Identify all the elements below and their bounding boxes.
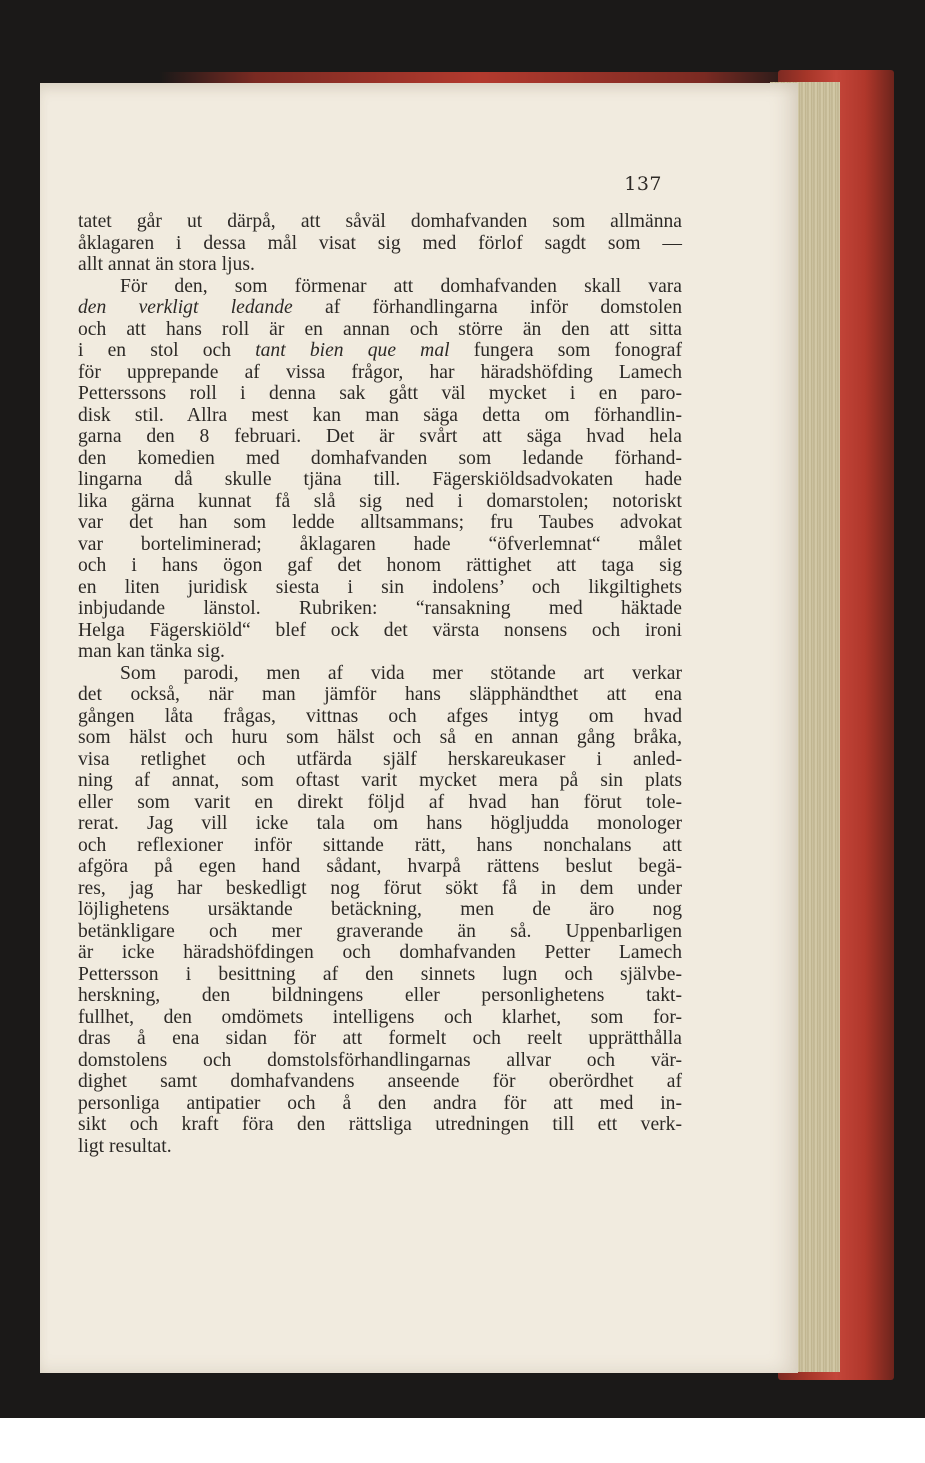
text-run: det också, när man jämför hans släpphändthet att ena xyxy=(78,684,682,705)
text-run: För den, som förmenar att domhafvanden skall vara xyxy=(120,275,682,297)
text-run: och att hans roll är en annan och större än den att sitta xyxy=(78,318,682,340)
text-run: var borteliminerad; åklagaren hade “öfverlemnat“ målet xyxy=(78,533,682,555)
text-line xyxy=(78,964,682,986)
text-run: visa retlighet och utfärda själf herskareukaser i anled- xyxy=(78,748,682,770)
text-run: dighet samt domhafvandens anseende för oberördhet af xyxy=(78,1071,682,1092)
text-run: man kan tänka sig. xyxy=(78,641,225,662)
text-line xyxy=(78,297,682,319)
text-line xyxy=(78,598,682,620)
text-run: Pettersson i besittning af den sinnets lugn och självbe- xyxy=(78,963,682,985)
book-page xyxy=(40,83,798,1373)
text-line xyxy=(78,770,682,792)
text-run: ligt resultat. xyxy=(78,1135,172,1157)
text-run: för upprepande af vissa frågor, har häradshöfding Lamech xyxy=(78,361,682,383)
text-line xyxy=(78,641,682,663)
text-line xyxy=(78,727,682,749)
text-run: en liten juridisk siesta i sin indolens’ och likgiltighets xyxy=(78,576,682,598)
text-run: lingarna då skulle tjäna till. Fägerskiöldsadvokaten hade xyxy=(78,469,682,490)
text-run: betänkligare och mer graverande än så. Uppenbarligen xyxy=(78,920,682,942)
text-run: inbjudande länstol. Rubriken: “ransakning med häktade xyxy=(78,598,682,619)
text-line xyxy=(78,448,682,470)
text-run: sikt och kraft föra den rättsliga utredningen till ett verk- xyxy=(78,1114,682,1135)
text-run: Som parodi, men af vida mer stötande art verkar xyxy=(120,662,682,684)
text-line xyxy=(78,383,682,405)
text-line xyxy=(78,254,682,276)
text-run: garna den 8 februari. Det är svårt att säga hvad hela xyxy=(78,426,682,447)
text-line xyxy=(78,620,682,642)
text-line xyxy=(78,706,682,728)
text-line xyxy=(78,985,682,1007)
text-run: löjlighetens ursäktande betäckning, men de äro nog xyxy=(78,899,682,920)
text-run: i en stol och xyxy=(78,340,256,361)
text-line xyxy=(78,512,682,534)
text-line xyxy=(78,1093,682,1115)
text-line xyxy=(78,469,682,491)
text-run: tatet går ut därpå, att såväl domhafvanden som allmänna xyxy=(78,211,682,232)
text-run: dras å ena sidan för att formelt och reelt upprätthålla xyxy=(78,1028,682,1049)
text-line xyxy=(78,684,682,706)
text-line xyxy=(78,1028,682,1050)
text-line xyxy=(78,899,682,921)
text-run: ning af annat, som oftast varit mycket mera på sin plats xyxy=(78,770,682,791)
text-line xyxy=(78,813,682,835)
text-line xyxy=(78,211,682,233)
italic-text: tant bien que mal xyxy=(255,340,450,361)
text-line xyxy=(78,1007,682,1029)
text-line xyxy=(78,835,682,857)
text-run: och reflexioner inför sittande rätt, hans nonchalans att xyxy=(78,834,682,856)
text-run: Helga Fägerskiöld“ blef ock det värsta nonsens och ironi xyxy=(78,619,682,641)
text-line xyxy=(78,233,682,255)
body-text xyxy=(78,211,682,1157)
text-run: gången låta frågas, vittnas och afges intyg om hvad xyxy=(78,705,682,727)
text-line xyxy=(78,534,682,556)
text-line xyxy=(78,1071,682,1093)
italic-text: den verkligt ledande xyxy=(78,297,293,318)
text-line xyxy=(78,1050,682,1072)
text-run: personliga antipatier och å den andra för att med in- xyxy=(78,1092,682,1114)
scan-bottom-margin xyxy=(0,1418,925,1463)
text-run: och i hans ögon gaf det honom rättighet att taga sig xyxy=(78,555,682,576)
text-line xyxy=(78,1136,682,1158)
text-line xyxy=(78,319,682,341)
text-run: domstolens och domstolsförhandlingarnas allvar och vär- xyxy=(78,1049,682,1071)
text-line xyxy=(78,878,682,900)
text-line xyxy=(78,362,682,384)
text-run: som hälst och huru som hälst och så en annan gång bråka, xyxy=(78,727,682,748)
text-line xyxy=(78,577,682,599)
text-run: rerat. Jag vill icke tala om hans högljudda monologer xyxy=(78,813,682,834)
text-line xyxy=(78,491,682,513)
text-run: fungera som fonograf xyxy=(449,340,682,361)
text-run: allt annat än stora ljus. xyxy=(78,254,255,275)
text-run: var det han som ledde alltsammans; fru Taubes advokat xyxy=(78,512,682,533)
page-number: 137 xyxy=(624,173,662,195)
text-run: är icke häradshöfdingen och domhafvanden Petter Lamech xyxy=(78,942,682,963)
text-run: fullhet, den omdömets intelligens och klarhet, som for- xyxy=(78,1006,682,1028)
text-run: den komedien med domhafvanden som ledande förhand- xyxy=(78,447,682,469)
text-line xyxy=(78,749,682,771)
text-run: Petterssons roll i denna sak gått väl mycket i en paro- xyxy=(78,383,682,404)
text-run: herskning, den bildningens eller personlighetens takt- xyxy=(78,985,682,1006)
text-run: disk stil. Allra mest kan man säga detta om förhandlin- xyxy=(78,404,682,426)
text-run: lika gärna kunnat få slå sig ned i domarstolen; notoriskt xyxy=(78,490,682,512)
text-run: af förhandlingarna inför domstolen xyxy=(292,297,682,318)
text-line xyxy=(78,792,682,814)
text-line xyxy=(78,856,682,878)
text-run: åklagaren i dessa mål visat sig med förlof sagdt som — xyxy=(78,232,682,254)
text-line xyxy=(78,921,682,943)
text-run: afgöra på egen hand sådant, hvarpå rättens beslut begä- xyxy=(78,856,682,877)
text-line xyxy=(78,276,682,298)
text-run: eller som varit en direkt följd af hvad han förut tole- xyxy=(78,791,682,813)
text-run: res, jag har beskedligt nog förut sökt få in dem under xyxy=(78,877,682,899)
text-line xyxy=(78,555,682,577)
text-line xyxy=(78,1114,682,1136)
text-line xyxy=(78,663,682,685)
text-line xyxy=(78,405,682,427)
text-line xyxy=(78,942,682,964)
text-line xyxy=(78,426,682,448)
text-line xyxy=(78,340,682,362)
